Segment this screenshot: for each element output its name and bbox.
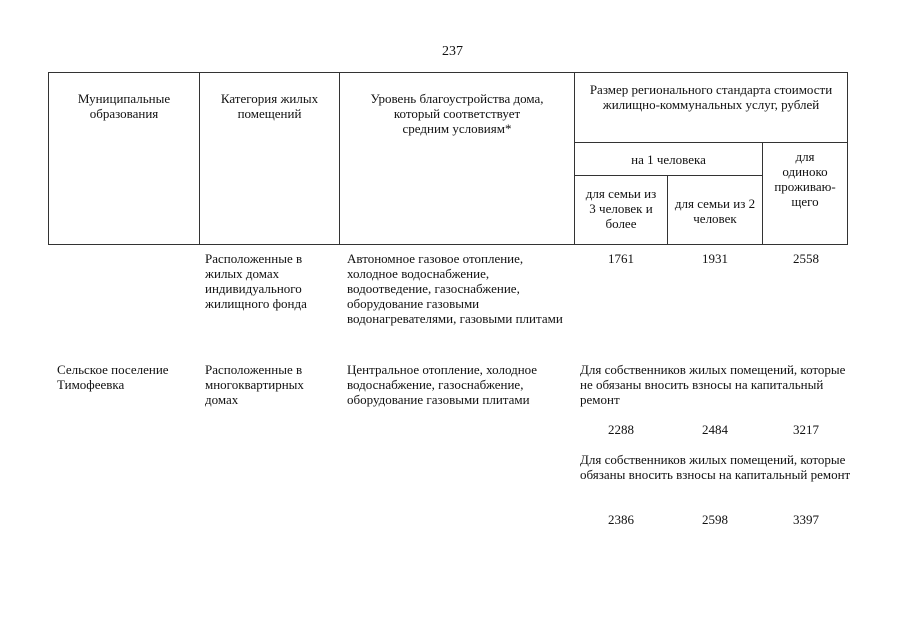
- row2-municipality: Сельское поселение Тимофеевка: [57, 362, 169, 392]
- row1-value-family3: 1761: [608, 251, 634, 266]
- page-number: 237: [442, 44, 463, 59]
- row2-note-no-capital-repair: Для собственников жилых помещений, которые не обязаны вносить взносы на капитальный ремонт: [580, 362, 846, 407]
- row2-value2-family3: 2386: [608, 512, 634, 527]
- header-family-2: для семьи из 2 человек: [668, 176, 763, 245]
- header-municipalities: Муниципальные образования: [49, 73, 200, 245]
- row2-value2-family2: 2598: [702, 512, 728, 527]
- row1-value-family2: 1931: [702, 251, 728, 266]
- table-header: [48, 72, 848, 245]
- row2-category: Расположенные в многоквартирных домах: [205, 362, 304, 407]
- row2-value1-single: 3217: [793, 422, 819, 437]
- row2-value1-family3: 2288: [608, 422, 634, 437]
- header-family-3: для семьи из 3 человек и более: [575, 176, 668, 245]
- row1-category: Расположенные в жилых домах индивидуального жилищного фонда: [205, 251, 307, 311]
- header-standard-size: Размер регионального стандарта стоимости жилищно-коммунальных услуг, рублей: [575, 73, 848, 143]
- header-single: для одиноко проживаю-щего: [763, 143, 848, 245]
- header-per-person: на 1 человека: [575, 143, 763, 176]
- header-amenities: Уровень благоустройства дома, который соответствует средним условиям*: [340, 73, 575, 245]
- row2-value1-family2: 2484: [702, 422, 728, 437]
- row2-amenities: Центральное отопление, холодное водоснабжение, газоснабжение, оборудование газовыми плитами: [347, 362, 538, 407]
- row1-amenities: Автономное газовое отопление, холодное водоснабжение, водоотведение, газоснабжение, оборудование газовыми водонагревателями, газовыми плитами: [347, 251, 563, 326]
- row2-value2-single: 3397: [793, 512, 819, 527]
- row2-note-capital-repair: Для собственников жилых помещений, которые обязаны вносить взносы на капитальный ремонт: [580, 452, 851, 482]
- header-category: Категория жилых помещений: [200, 73, 340, 245]
- row1-value-single: 2558: [793, 251, 819, 266]
